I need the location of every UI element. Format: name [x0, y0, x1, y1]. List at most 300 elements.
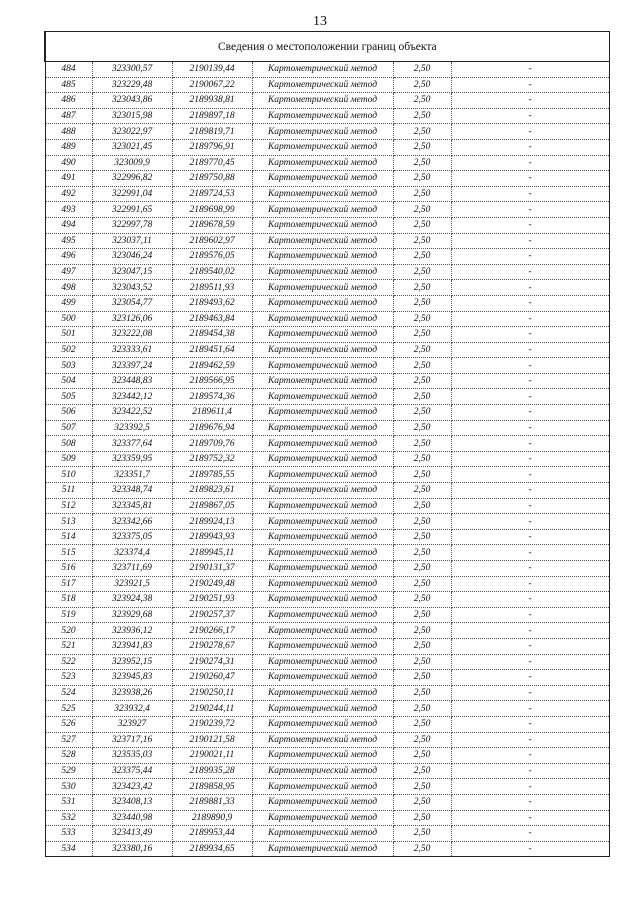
precision-cell: 2,50 — [393, 561, 451, 577]
x-coordinate-cell: 323711,69 — [92, 561, 172, 577]
table-row — [45, 763, 609, 779]
precision-cell: 2,50 — [393, 295, 451, 311]
table-row — [45, 77, 609, 93]
y-coordinate-cell: 2189750,88 — [172, 171, 252, 187]
y-coordinate-cell: 2189574,36 — [172, 389, 252, 405]
y-coordinate-cell: 2189867,05 — [172, 498, 252, 514]
method-cell: Картометрический метод — [252, 186, 393, 202]
precision-cell: 2,50 — [393, 342, 451, 358]
precision-cell: 2,50 — [393, 826, 451, 842]
table-row — [45, 592, 609, 608]
y-coordinate-cell: 2189945,11 — [172, 545, 252, 561]
precision-cell: 2,50 — [393, 498, 451, 514]
x-coordinate-cell: 323413,49 — [92, 826, 172, 842]
precision-cell: 2,50 — [393, 358, 451, 374]
method-cell: Картометрический метод — [252, 155, 393, 171]
method-cell: Картометрический метод — [252, 405, 393, 421]
method-cell: Картометрический метод — [252, 436, 393, 452]
point-number-cell: 496 — [45, 249, 92, 265]
point-number-cell: 492 — [45, 186, 92, 202]
description-cell: - — [451, 233, 609, 249]
method-cell: Картометрический метод — [252, 342, 393, 358]
table-row — [45, 264, 609, 280]
y-coordinate-cell: 2190139,44 — [172, 62, 252, 78]
x-coordinate-cell: 323222,08 — [92, 327, 172, 343]
description-cell: - — [451, 716, 609, 732]
method-cell: Картометрический метод — [252, 498, 393, 514]
method-cell: Картометрический метод — [252, 249, 393, 265]
point-number-cell: 503 — [45, 358, 92, 374]
point-number-cell: 506 — [45, 405, 92, 421]
method-cell: Картометрический метод — [252, 623, 393, 639]
table-row — [45, 561, 609, 577]
x-coordinate-cell: 323345,81 — [92, 498, 172, 514]
table-row — [45, 295, 609, 311]
description-cell: - — [451, 623, 609, 639]
y-coordinate-cell: 2189611,4 — [172, 405, 252, 421]
precision-cell: 2,50 — [393, 186, 451, 202]
description-cell: - — [451, 810, 609, 826]
description-cell: - — [451, 405, 609, 421]
table-row — [45, 623, 609, 639]
description-cell: - — [451, 545, 609, 561]
y-coordinate-cell: 2189493,62 — [172, 295, 252, 311]
table-row — [45, 217, 609, 233]
method-cell: Картометрический метод — [252, 576, 393, 592]
precision-cell: 2,50 — [393, 467, 451, 483]
y-coordinate-cell: 2189724,53 — [172, 186, 252, 202]
boundary-coordinates-table — [44, 31, 608, 857]
x-coordinate-cell: 322991,04 — [92, 186, 172, 202]
precision-cell: 2,50 — [393, 810, 451, 826]
table-row — [45, 451, 609, 467]
method-cell: Картометрический метод — [252, 810, 393, 826]
method-cell: Картометрический метод — [252, 295, 393, 311]
x-coordinate-cell: 323043,52 — [92, 280, 172, 296]
point-number-cell: 527 — [45, 732, 92, 748]
table-row — [45, 670, 609, 686]
table-row — [45, 280, 609, 296]
point-number-cell: 509 — [45, 451, 92, 467]
point-number-cell: 499 — [45, 295, 92, 311]
precision-cell: 2,50 — [393, 139, 451, 155]
table-row — [45, 748, 609, 764]
table-row — [45, 794, 609, 810]
description-cell: - — [451, 139, 609, 155]
point-number-cell: 529 — [45, 763, 92, 779]
method-cell: Картометрический метод — [252, 638, 393, 654]
precision-cell: 2,50 — [393, 576, 451, 592]
method-cell: Картометрический метод — [252, 483, 393, 499]
method-cell: Картометрический метод — [252, 841, 393, 857]
y-coordinate-cell: 2189566,95 — [172, 373, 252, 389]
point-number-cell: 488 — [45, 124, 92, 140]
point-number-cell: 507 — [45, 420, 92, 436]
table-row — [45, 108, 609, 124]
method-cell: Картометрический метод — [252, 732, 393, 748]
description-cell: - — [451, 93, 609, 109]
precision-cell: 2,50 — [393, 280, 451, 296]
precision-cell: 2,50 — [393, 607, 451, 623]
x-coordinate-cell: 323374,4 — [92, 545, 172, 561]
precision-cell: 2,50 — [393, 514, 451, 530]
table-row — [45, 93, 609, 109]
description-cell: - — [451, 295, 609, 311]
table-row — [45, 311, 609, 327]
precision-cell: 2,50 — [393, 77, 451, 93]
precision-cell: 2,50 — [393, 124, 451, 140]
method-cell: Картометрический метод — [252, 716, 393, 732]
point-number-cell: 500 — [45, 311, 92, 327]
method-cell: Картометрический метод — [252, 701, 393, 717]
precision-cell: 2,50 — [393, 202, 451, 218]
table-row — [45, 358, 609, 374]
page-number: 13 — [313, 14, 327, 29]
method-cell: Картометрический метод — [252, 373, 393, 389]
table-row — [45, 483, 609, 499]
table-row — [45, 654, 609, 670]
y-coordinate-cell: 2190278,67 — [172, 638, 252, 654]
point-number-cell: 493 — [45, 202, 92, 218]
x-coordinate-cell: 323717,16 — [92, 732, 172, 748]
y-coordinate-cell: 2189890,9 — [172, 810, 252, 826]
table-row — [45, 607, 609, 623]
point-number-cell: 513 — [45, 514, 92, 530]
method-cell: Картометрический метод — [252, 124, 393, 140]
precision-cell: 2,50 — [393, 732, 451, 748]
y-coordinate-cell: 2189943,93 — [172, 529, 252, 545]
precision-cell: 2,50 — [393, 62, 451, 78]
description-cell: - — [451, 467, 609, 483]
description-cell: - — [451, 202, 609, 218]
precision-cell: 2,50 — [393, 389, 451, 405]
method-cell: Картометрический метод — [252, 654, 393, 670]
x-coordinate-cell: 323423,42 — [92, 779, 172, 795]
y-coordinate-cell: 2190266,17 — [172, 623, 252, 639]
x-coordinate-cell: 323351,7 — [92, 467, 172, 483]
x-coordinate-cell: 323936,12 — [92, 623, 172, 639]
point-number-cell: 524 — [45, 685, 92, 701]
description-cell: - — [451, 108, 609, 124]
description-cell: - — [451, 841, 609, 857]
description-cell: - — [451, 217, 609, 233]
method-cell: Картометрический метод — [252, 171, 393, 187]
point-number-cell: 522 — [45, 654, 92, 670]
x-coordinate-cell: 323924,38 — [92, 592, 172, 608]
table-row — [45, 779, 609, 795]
method-cell: Картометрический метод — [252, 794, 393, 810]
precision-cell: 2,50 — [393, 420, 451, 436]
y-coordinate-cell: 2189576,05 — [172, 249, 252, 265]
description-cell: - — [451, 155, 609, 171]
description-cell: - — [451, 62, 609, 78]
method-cell: Картометрический метод — [252, 451, 393, 467]
description-cell: - — [451, 654, 609, 670]
precision-cell: 2,50 — [393, 779, 451, 795]
point-number-cell: 520 — [45, 623, 92, 639]
point-number-cell: 484 — [45, 62, 92, 78]
y-coordinate-cell: 2190249,48 — [172, 576, 252, 592]
table-row — [45, 545, 609, 561]
x-coordinate-cell: 323952,15 — [92, 654, 172, 670]
y-coordinate-cell: 2189451,64 — [172, 342, 252, 358]
point-number-cell: 502 — [45, 342, 92, 358]
point-number-cell: 489 — [45, 139, 92, 155]
point-number-cell: 487 — [45, 108, 92, 124]
point-number-cell: 519 — [45, 607, 92, 623]
x-coordinate-cell: 323380,16 — [92, 841, 172, 857]
precision-cell: 2,50 — [393, 716, 451, 732]
description-cell: - — [451, 607, 609, 623]
precision-cell: 2,50 — [393, 483, 451, 499]
description-cell: - — [451, 498, 609, 514]
description-cell: - — [451, 763, 609, 779]
precision-cell: 2,50 — [393, 701, 451, 717]
method-cell: Картометрический метод — [252, 77, 393, 93]
point-number-cell: 494 — [45, 217, 92, 233]
point-number-cell: 532 — [45, 810, 92, 826]
x-coordinate-cell: 323440,98 — [92, 810, 172, 826]
x-coordinate-cell: 323126,06 — [92, 311, 172, 327]
table-row — [45, 342, 609, 358]
x-coordinate-cell: 323927 — [92, 716, 172, 732]
y-coordinate-cell: 2190131,37 — [172, 561, 252, 577]
y-coordinate-cell: 2189463,84 — [172, 311, 252, 327]
y-coordinate-cell: 2189938,81 — [172, 93, 252, 109]
precision-cell: 2,50 — [393, 155, 451, 171]
method-cell: Картометрический метод — [252, 607, 393, 623]
precision-cell: 2,50 — [393, 748, 451, 764]
description-cell: - — [451, 685, 609, 701]
x-coordinate-cell: 323392,5 — [92, 420, 172, 436]
description-cell: - — [451, 280, 609, 296]
description-cell: - — [451, 436, 609, 452]
x-coordinate-cell: 323938,26 — [92, 685, 172, 701]
table-row — [45, 327, 609, 343]
table-row — [45, 826, 609, 842]
x-coordinate-cell: 323945,83 — [92, 670, 172, 686]
x-coordinate-cell: 323448,83 — [92, 373, 172, 389]
x-coordinate-cell: 323300,57 — [92, 62, 172, 78]
table-title: Сведения о местоположении границ объекта — [45, 32, 609, 62]
precision-cell: 2,50 — [393, 327, 451, 343]
y-coordinate-cell: 2189540,02 — [172, 264, 252, 280]
precision-cell: 2,50 — [393, 529, 451, 545]
point-number-cell: 523 — [45, 670, 92, 686]
description-cell: - — [451, 264, 609, 280]
description-cell: - — [451, 670, 609, 686]
description-cell: - — [451, 779, 609, 795]
description-cell: - — [451, 748, 609, 764]
x-coordinate-cell: 323932,4 — [92, 701, 172, 717]
method-cell: Картометрический метод — [252, 233, 393, 249]
point-number-cell: 498 — [45, 280, 92, 296]
method-cell: Картометрический метод — [252, 826, 393, 842]
x-coordinate-cell: 323442,12 — [92, 389, 172, 405]
description-cell: - — [451, 389, 609, 405]
table-row — [45, 389, 609, 405]
y-coordinate-cell: 2189709,76 — [172, 436, 252, 452]
table-row — [45, 171, 609, 187]
method-cell: Картометрический метод — [252, 545, 393, 561]
precision-cell: 2,50 — [393, 638, 451, 654]
point-number-cell: 533 — [45, 826, 92, 842]
method-cell: Картометрический метод — [252, 264, 393, 280]
table-row — [45, 716, 609, 732]
precision-cell: 2,50 — [393, 373, 451, 389]
precision-cell: 2,50 — [393, 171, 451, 187]
method-cell: Картометрический метод — [252, 202, 393, 218]
table-row — [45, 841, 609, 857]
x-coordinate-cell: 323342,66 — [92, 514, 172, 530]
description-cell: - — [451, 186, 609, 202]
point-number-cell: 534 — [45, 841, 92, 857]
precision-cell: 2,50 — [393, 405, 451, 421]
precision-cell: 2,50 — [393, 436, 451, 452]
table-row — [45, 467, 609, 483]
method-cell: Картометрический метод — [252, 217, 393, 233]
x-coordinate-cell: 322991,65 — [92, 202, 172, 218]
x-coordinate-cell: 323037,11 — [92, 233, 172, 249]
x-coordinate-cell: 323359,95 — [92, 451, 172, 467]
table-row — [45, 62, 609, 78]
x-coordinate-cell: 323333,61 — [92, 342, 172, 358]
point-number-cell: 501 — [45, 327, 92, 343]
table-row — [45, 810, 609, 826]
method-cell: Картометрический метод — [252, 420, 393, 436]
x-coordinate-cell: 323009,9 — [92, 155, 172, 171]
x-coordinate-cell: 323047,15 — [92, 264, 172, 280]
y-coordinate-cell: 2189602,97 — [172, 233, 252, 249]
method-cell: Картометрический метод — [252, 748, 393, 764]
method-cell: Картометрический метод — [252, 280, 393, 296]
point-number-cell: 490 — [45, 155, 92, 171]
x-coordinate-cell: 323422,52 — [92, 405, 172, 421]
precision-cell: 2,50 — [393, 93, 451, 109]
y-coordinate-cell: 2189462,59 — [172, 358, 252, 374]
description-cell: - — [451, 701, 609, 717]
point-number-cell: 528 — [45, 748, 92, 764]
precision-cell: 2,50 — [393, 233, 451, 249]
description-cell: - — [451, 514, 609, 530]
precision-cell: 2,50 — [393, 264, 451, 280]
precision-cell: 2,50 — [393, 685, 451, 701]
y-coordinate-cell: 2190067,22 — [172, 77, 252, 93]
method-cell: Картометрический метод — [252, 62, 393, 78]
point-number-cell: 517 — [45, 576, 92, 592]
precision-cell: 2,50 — [393, 451, 451, 467]
x-coordinate-cell: 323535,03 — [92, 748, 172, 764]
y-coordinate-cell: 2189770,45 — [172, 155, 252, 171]
x-coordinate-cell: 323921,5 — [92, 576, 172, 592]
y-coordinate-cell: 2189935,28 — [172, 763, 252, 779]
table-row — [45, 202, 609, 218]
precision-cell: 2,50 — [393, 670, 451, 686]
table-row — [45, 498, 609, 514]
table-row — [45, 436, 609, 452]
x-coordinate-cell: 323054,77 — [92, 295, 172, 311]
precision-cell: 2,50 — [393, 654, 451, 670]
x-coordinate-cell: 323021,45 — [92, 139, 172, 155]
method-cell: Картометрический метод — [252, 763, 393, 779]
point-number-cell: 495 — [45, 233, 92, 249]
description-cell: - — [451, 826, 609, 842]
y-coordinate-cell: 2189796,91 — [172, 139, 252, 155]
point-number-cell: 497 — [45, 264, 92, 280]
y-coordinate-cell: 2189785,55 — [172, 467, 252, 483]
description-cell: - — [451, 483, 609, 499]
x-coordinate-cell: 323377,64 — [92, 436, 172, 452]
description-cell: - — [451, 451, 609, 467]
y-coordinate-cell: 2189678,59 — [172, 217, 252, 233]
method-cell: Картометрический метод — [252, 93, 393, 109]
table-row — [45, 233, 609, 249]
x-coordinate-cell: 322997,78 — [92, 217, 172, 233]
table-row — [45, 514, 609, 530]
description-cell: - — [451, 529, 609, 545]
description-cell: - — [451, 327, 609, 343]
x-coordinate-cell: 323348,74 — [92, 483, 172, 499]
x-coordinate-cell: 323375,05 — [92, 529, 172, 545]
point-number-cell: 510 — [45, 467, 92, 483]
table-row — [45, 701, 609, 717]
y-coordinate-cell: 2189881,33 — [172, 794, 252, 810]
y-coordinate-cell: 2190274,31 — [172, 654, 252, 670]
precision-cell: 2,50 — [393, 794, 451, 810]
x-coordinate-cell: 323408,13 — [92, 794, 172, 810]
point-number-cell: 521 — [45, 638, 92, 654]
y-coordinate-cell: 2189511,93 — [172, 280, 252, 296]
description-cell: - — [451, 794, 609, 810]
method-cell: Картометрический метод — [252, 139, 393, 155]
precision-cell: 2,50 — [393, 311, 451, 327]
x-coordinate-cell: 323397,24 — [92, 358, 172, 374]
x-coordinate-cell: 323046,24 — [92, 249, 172, 265]
method-cell: Картометрический метод — [252, 311, 393, 327]
y-coordinate-cell: 2190260,47 — [172, 670, 252, 686]
table-row — [45, 405, 609, 421]
method-cell: Картометрический метод — [252, 592, 393, 608]
point-number-cell: 516 — [45, 561, 92, 577]
table-row — [45, 576, 609, 592]
table-row — [45, 638, 609, 654]
y-coordinate-cell: 2190021,11 — [172, 748, 252, 764]
point-number-cell: 512 — [45, 498, 92, 514]
method-cell: Картометрический метод — [252, 327, 393, 343]
method-cell: Картометрический метод — [252, 561, 393, 577]
point-number-cell: 515 — [45, 545, 92, 561]
description-cell: - — [451, 373, 609, 389]
precision-cell: 2,50 — [393, 217, 451, 233]
x-coordinate-cell: 323929,68 — [92, 607, 172, 623]
table-row — [45, 420, 609, 436]
precision-cell: 2,50 — [393, 623, 451, 639]
x-coordinate-cell: 323229,48 — [92, 77, 172, 93]
method-cell: Картометрический метод — [252, 514, 393, 530]
y-coordinate-cell: 2190244,11 — [172, 701, 252, 717]
description-cell: - — [451, 576, 609, 592]
description-cell: - — [451, 249, 609, 265]
description-cell: - — [451, 592, 609, 608]
point-number-cell: 505 — [45, 389, 92, 405]
point-number-cell: 514 — [45, 529, 92, 545]
description-cell: - — [451, 311, 609, 327]
method-cell: Картометрический метод — [252, 670, 393, 686]
method-cell: Картометрический метод — [252, 358, 393, 374]
point-number-cell: 508 — [45, 436, 92, 452]
method-cell: Картометрический метод — [252, 685, 393, 701]
point-number-cell: 531 — [45, 794, 92, 810]
